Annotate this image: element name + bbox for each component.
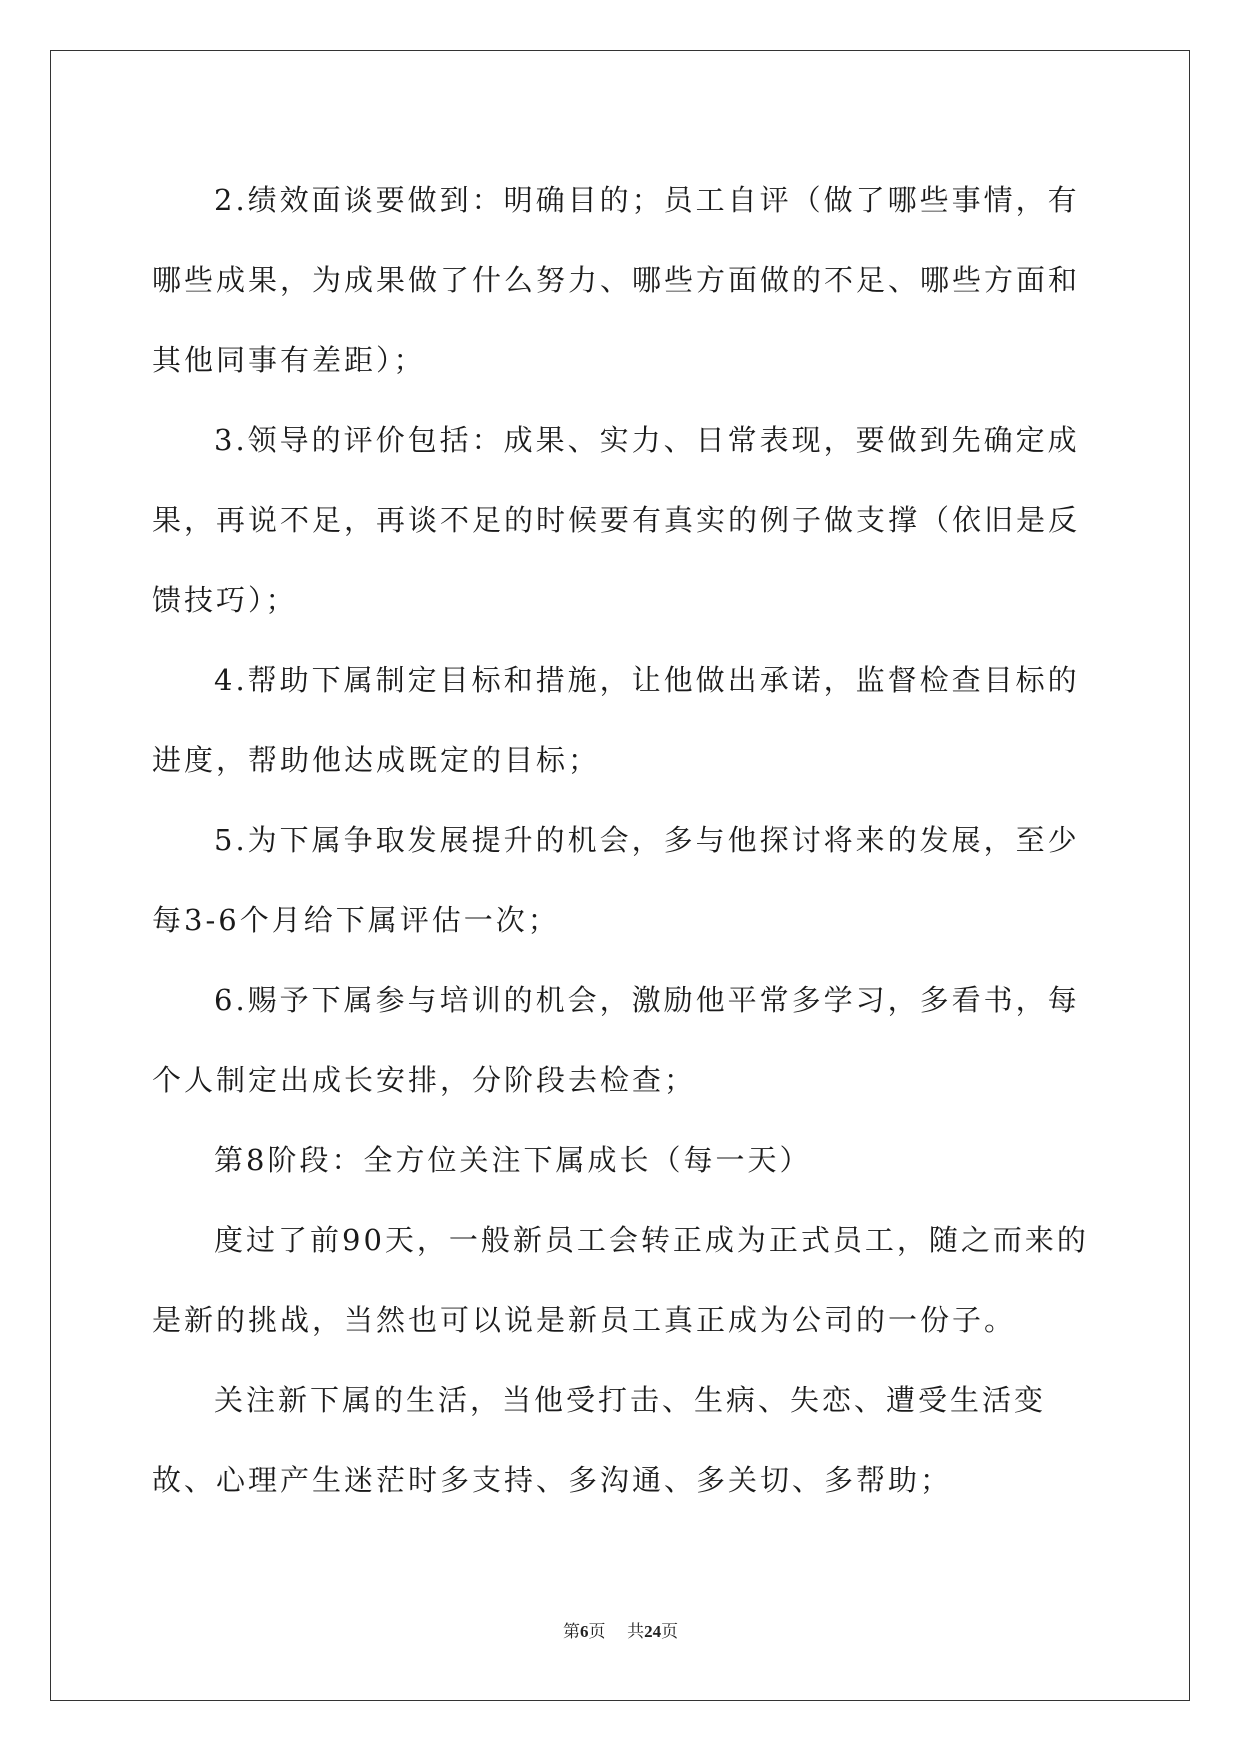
footer-page-word: 页: [588, 1622, 606, 1642]
page-footer: [0, 1617, 1241, 1642]
paragraph-item-2: 2.绩效面谈要做到：明确目的；员工自评（做了哪些事情，有哪些成果，为成果做了什么努力、哪些方面做的不足、哪些方面和其他同事有差距）；: [152, 183, 1081, 377]
footer-total-suffix: 页: [661, 1622, 679, 1642]
paragraph-item-5: 5.为下属争取发展提升的机会，多与他探讨将来的发展，至少每3-6个月给下属评估一次；: [152, 823, 1080, 937]
document-body: [152, 160, 1092, 1520]
footer-total-prefix: 共: [627, 1622, 645, 1642]
paragraph-item-6: 6.赐予下属参与培训的机会，激励他平常多学习，多看书，每个人制定出成长安排，分阶段去检查；: [152, 983, 1080, 1097]
paragraph-care-for-subordinates: 关注新下属的生活，当他受打击、生病、失恋、遭受生活变故、心理产生迷茫时多支持、多沟通、多关切、多帮助；: [152, 1383, 1047, 1497]
paragraph-item-3: 3.领导的评价包括：成果、实力、日常表现，要做到先确定成果，再说不足，再谈不足的时候要有真实的例子做支撑（依旧是反馈技巧）；: [152, 423, 1081, 617]
footer-prefix: 第: [562, 1622, 580, 1642]
current-page-number: 6: [579, 1622, 589, 1641]
section-heading-stage-8: 第8阶段：全方位关注下属成长（每一天）: [214, 1143, 812, 1177]
total-pages-number: 24: [644, 1622, 662, 1641]
paragraph-item-4: 4.帮助下属制定目标和措施，让他做出承诺，监督检查目标的进度，帮助他达成既定的目标；: [152, 663, 1080, 777]
paragraph-after-90-days: 度过了前90天，一般新员工会转正成为正式员工，随之而来的是新的挑战，当然也可以说是新员工真正成为公司的一份子。: [152, 1223, 1089, 1337]
